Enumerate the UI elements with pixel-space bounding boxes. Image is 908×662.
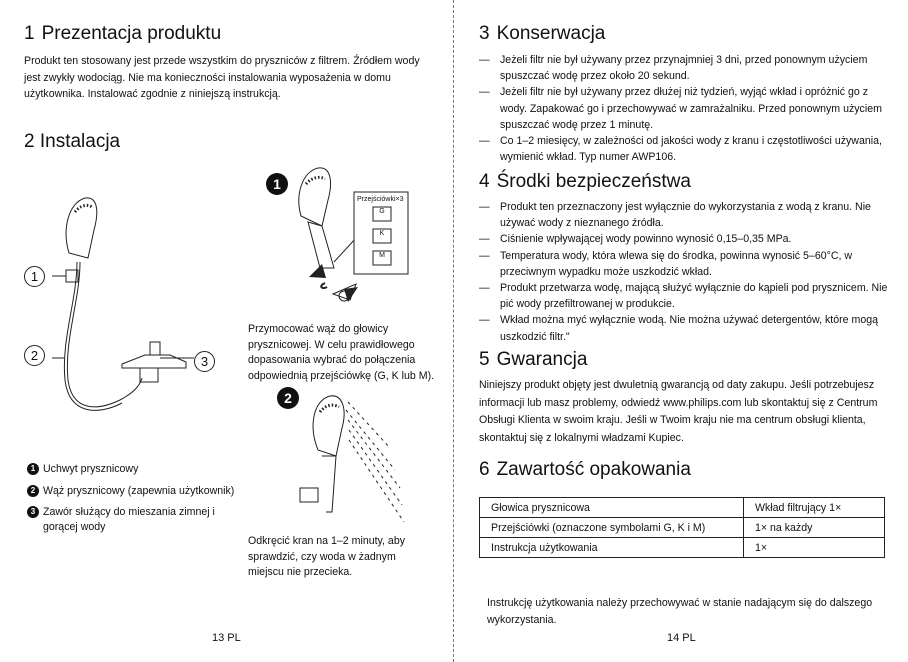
table-cell: Głowica prysznicowa (480, 498, 744, 518)
maintenance-list (479, 52, 889, 165)
page-number-right: 14 PL (667, 632, 696, 644)
adapter-label-m: M (379, 252, 385, 259)
table-row (480, 518, 885, 538)
adapter-label-k: K (379, 230, 385, 237)
legend-item: 3 Zawór służący do mieszania zimnej i gorącej wody (27, 505, 237, 534)
callout-2: 2 (24, 345, 45, 366)
storage-note: Instrukcję użytkowania należy przechowywać w stanie nadającym się do dalszego wykorzystania. (487, 597, 873, 626)
list-item: — Temperatura wody, która wlewa się do środka, powinna wynosić 5–60°C, w przeciwnym wypadku może uszkodzić wkład. (479, 249, 853, 278)
table-row (480, 498, 885, 518)
list-item: — Produkt ten przeznaczony jest wyłącznie do wykorzystania z wodą z kranu. Nie używać wody z nieznanego źródła. (479, 201, 871, 230)
legend-number: 2 (27, 485, 39, 497)
list-item: — Ciśnienie wpływającej wody powinno wynosić 0,15–0,35 MPa. (479, 233, 792, 246)
step-1-badge: 1 (266, 173, 288, 195)
list-item: — Jeżeli filtr nie był używany przez przynajmniej 3 dni, przed ponownym użyciem spuszczać wodę przez około 20 sekund. (479, 54, 868, 83)
table-cell: 1× na każdy (744, 518, 885, 538)
section-4-heading: 4 Środki bezpieczeństwa (479, 171, 691, 192)
list-item: — Produkt przetwarza wodę, mającą służyć wyłącznie do kąpieli pod prysznicem. Nie pić wody przefiltrowanej w produkcie. (479, 282, 888, 311)
legend-number: 3 (27, 506, 39, 518)
callout-3: 3 (194, 351, 215, 372)
page-number-left: 13 PL (212, 632, 241, 644)
list-item: — Jeżeli filtr nie był używany przez dłużej niż tydzień, wyjąć wkład i opróżnić go z wody. Zapakować go i przechowywać w zamrażalniku. Przed ponownym użyciem spuszczać wodę przez 1 minutę. (479, 86, 882, 131)
shower-hose-shape (67, 262, 142, 407)
parts-legend (27, 462, 237, 541)
table-cell: 1× (744, 538, 885, 558)
legend-number: 1 (27, 463, 39, 475)
section-6-heading: 6 Zawartość opakowania (479, 459, 691, 480)
warranty-text: Niniejszy produkt objęty jest dwuletnią gwarancją od daty zakupu. Jeśli potrzebujesz informacji lub masz problemy, odwiedź www.philips.com lub skontaktuj się z Centrum Obsługi Klienta w swoim kraju. Jeśli w Twoim kraju nie ma centrum obsługi klienta, skontaktuj się z lokalnymi władzami Kupiec. (479, 379, 878, 444)
left-page (0, 0, 453, 662)
section-3-heading: 3 Konserwacja (479, 23, 606, 44)
adapter-box-title: Przejściówki×3 (357, 196, 404, 203)
list-item: — Wkład można myć wyłącznie wodą. Nie można używać detergentów, które mogą uszkodzić filtr." (479, 314, 879, 343)
legend-item: 1 Uchwyt prysznicowy (27, 462, 237, 477)
table-cell: Instrukcja użytkowania (480, 538, 744, 558)
step-2-caption: Odkręcić kran na 1–2 minuty, aby sprawdzić, czy woda w żadnym miejscu nie przecieka. (248, 535, 406, 578)
list-item: — Co 1–2 miesięcy, w zależności od jakości wody z kranu i częstotliwości używania, wymienić wkład. Typ numer AWP106. (479, 135, 882, 164)
section-5-heading: 5 Gwarancja (479, 349, 588, 370)
callout-1: 1 (24, 266, 45, 287)
step-1-caption: Przymocować wąż do głowicy prysznicowej. W celu prawidłowego dopasowania wybrać do połączenia odpowiednią przejściówkę (G, K lub M). (248, 323, 435, 382)
mixer-valve-shape (122, 355, 186, 368)
section-1-heading: 1 Prezentacja produktu (24, 23, 222, 44)
table-cell: Wkład filtrujący 1× (744, 498, 885, 518)
safety-list (479, 199, 891, 345)
step-2-badge: 2 (277, 387, 299, 409)
section-1-text: Produkt ten stosowany jest przede wszystkim do pryszniców z filtrem. Źródłem wody jest zwykły wodociąg. Nie ma konieczności instalowania wyposażenia w domu użytkownika. Instalować zgodnie z niniejszą instrukcją. (24, 55, 420, 100)
table-cell: Przejściówki (oznaczone symbolami G, K i M) (480, 518, 744, 538)
section-2-heading: 2 Instalacja (24, 131, 121, 152)
package-contents-table (479, 497, 885, 558)
table-row (480, 538, 885, 558)
legend-item: 2 Wąż prysznicowy (zapewnia użytkownik) (27, 484, 237, 499)
page-divider (453, 0, 454, 662)
adapter-label-g: G (379, 208, 385, 215)
right-page (455, 0, 908, 662)
